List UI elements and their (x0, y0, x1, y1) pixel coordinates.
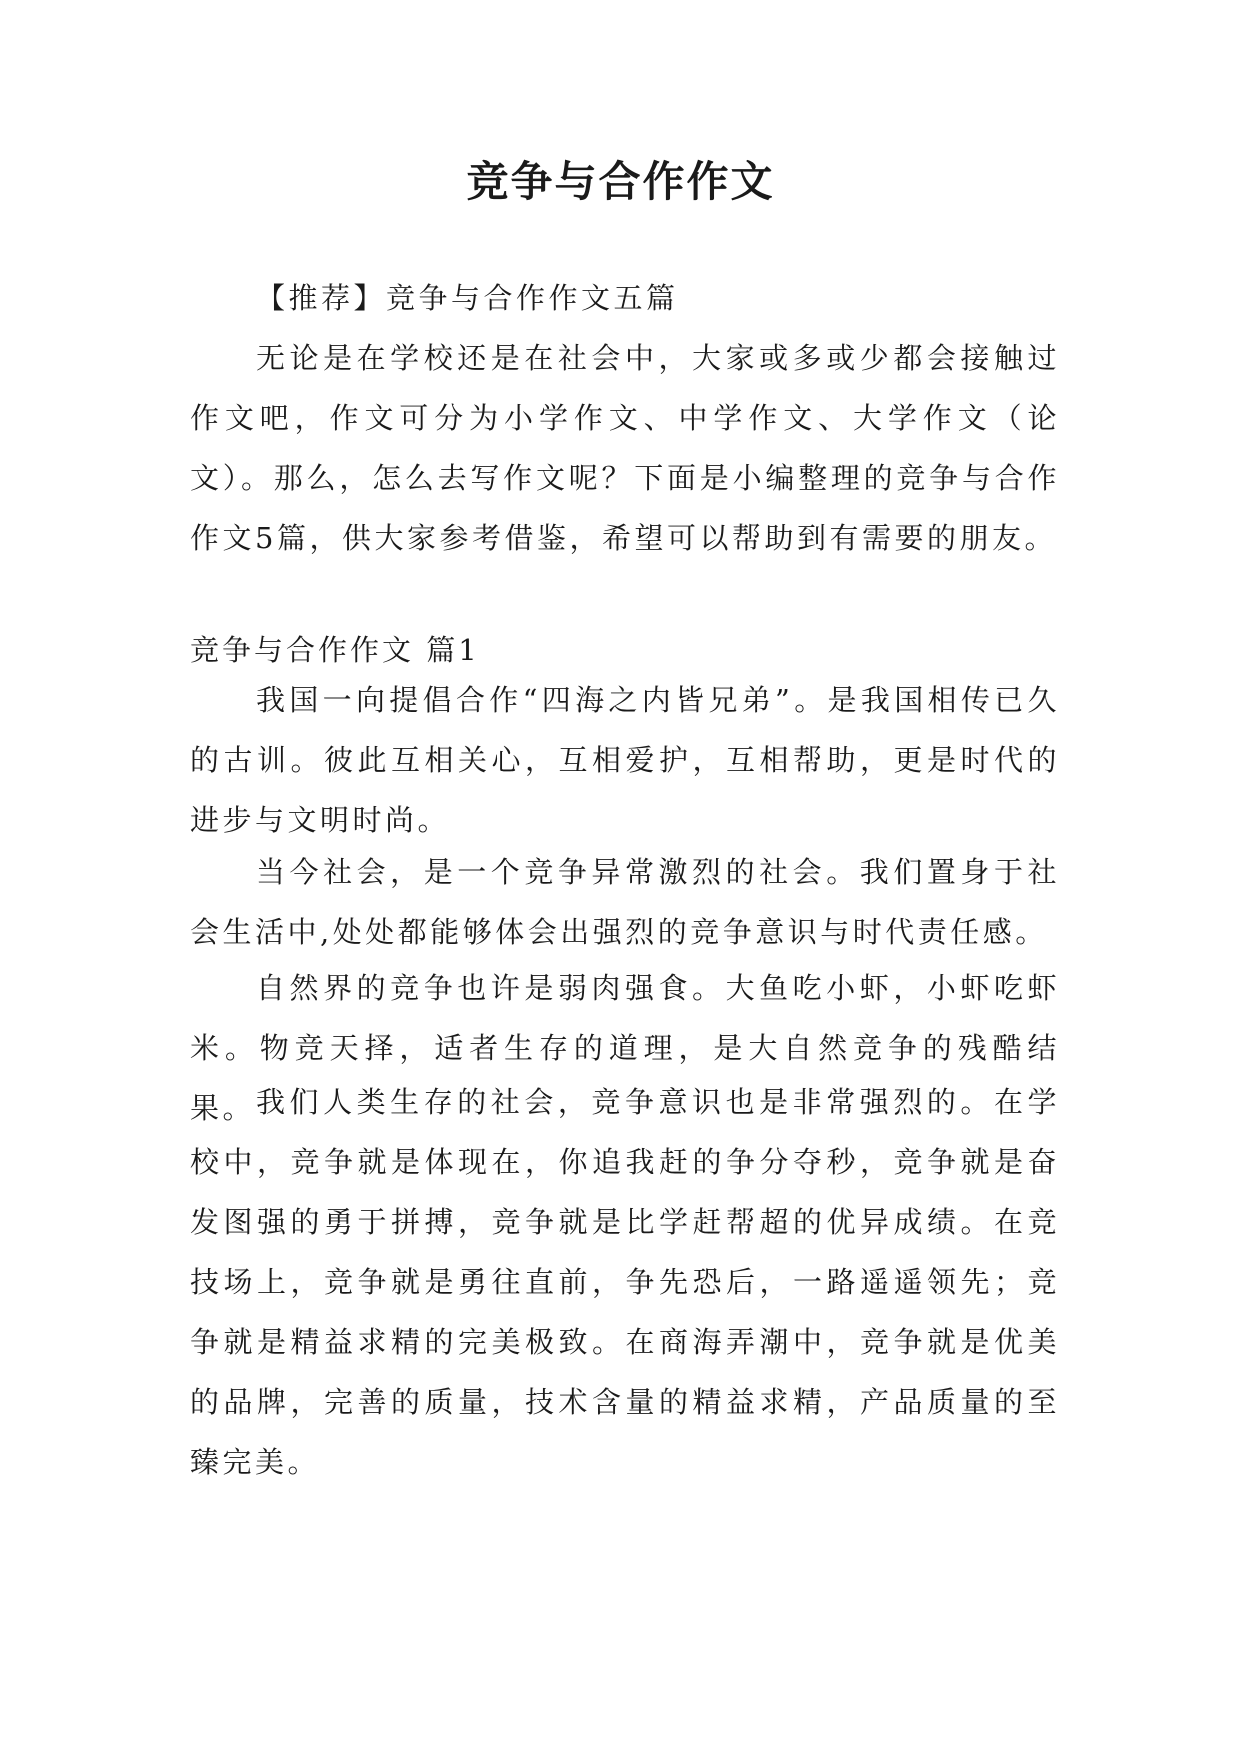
paragraph-4: 我们人类生存的社会，竞争意识也是非常强烈的。在学校中，竞争就是体现在，你追我赶的争分夺秒，竞争就是奋发图强的勇于拼搏，竞争就是比学赶帮超的优异成绩。在竞技场上，竞争就是勇往直前，争先恐后，一路遥遥领先；竞争就是精益求精的完美极致。在商海弄潮中，竞争就是优美的品牌，完善的质量，技术含量的精益求精，产品质量的至臻完美。 (190, 1085, 1060, 1479)
page-title: 竞争与合作作文 (466, 157, 775, 206)
recommend-line: 【推荐】竞争与合作作文五篇 (256, 281, 679, 315)
paragraph-2: 当今社会，是一个竞争异常激烈的社会。我们置身于社会生活中,处处都能够体会出强烈的竞争意识与时代责任感。 (190, 855, 1060, 949)
section-heading: 竞争与合作作文 篇1 (190, 633, 480, 667)
paragraph-1: 我国一向提倡合作“四海之内皆兄弟”。是我国相传已久的古训。彼此互相关心，互相爱护，互相帮助，更是时代的进步与文明时尚。 (190, 683, 1060, 837)
intro-paragraph: 无论是在学校还是在社会中，大家或多或少都会接触过作文吧，作文可分为小学作文、中学作文、大学作文（论文）。那么，怎么去写作文呢？下面是小编整理的竞争与合作作文5篇，供大家参考借鉴，希望可以帮助到有需要的朋友。 (190, 341, 1060, 555)
paragraph-3: 自然界的竞争也许是弱肉强食。大鱼吃小虾，小虾吃虾米。物竞天择，适者生存的道理，是大自然竞争的残酷结果。 (190, 971, 1060, 1125)
